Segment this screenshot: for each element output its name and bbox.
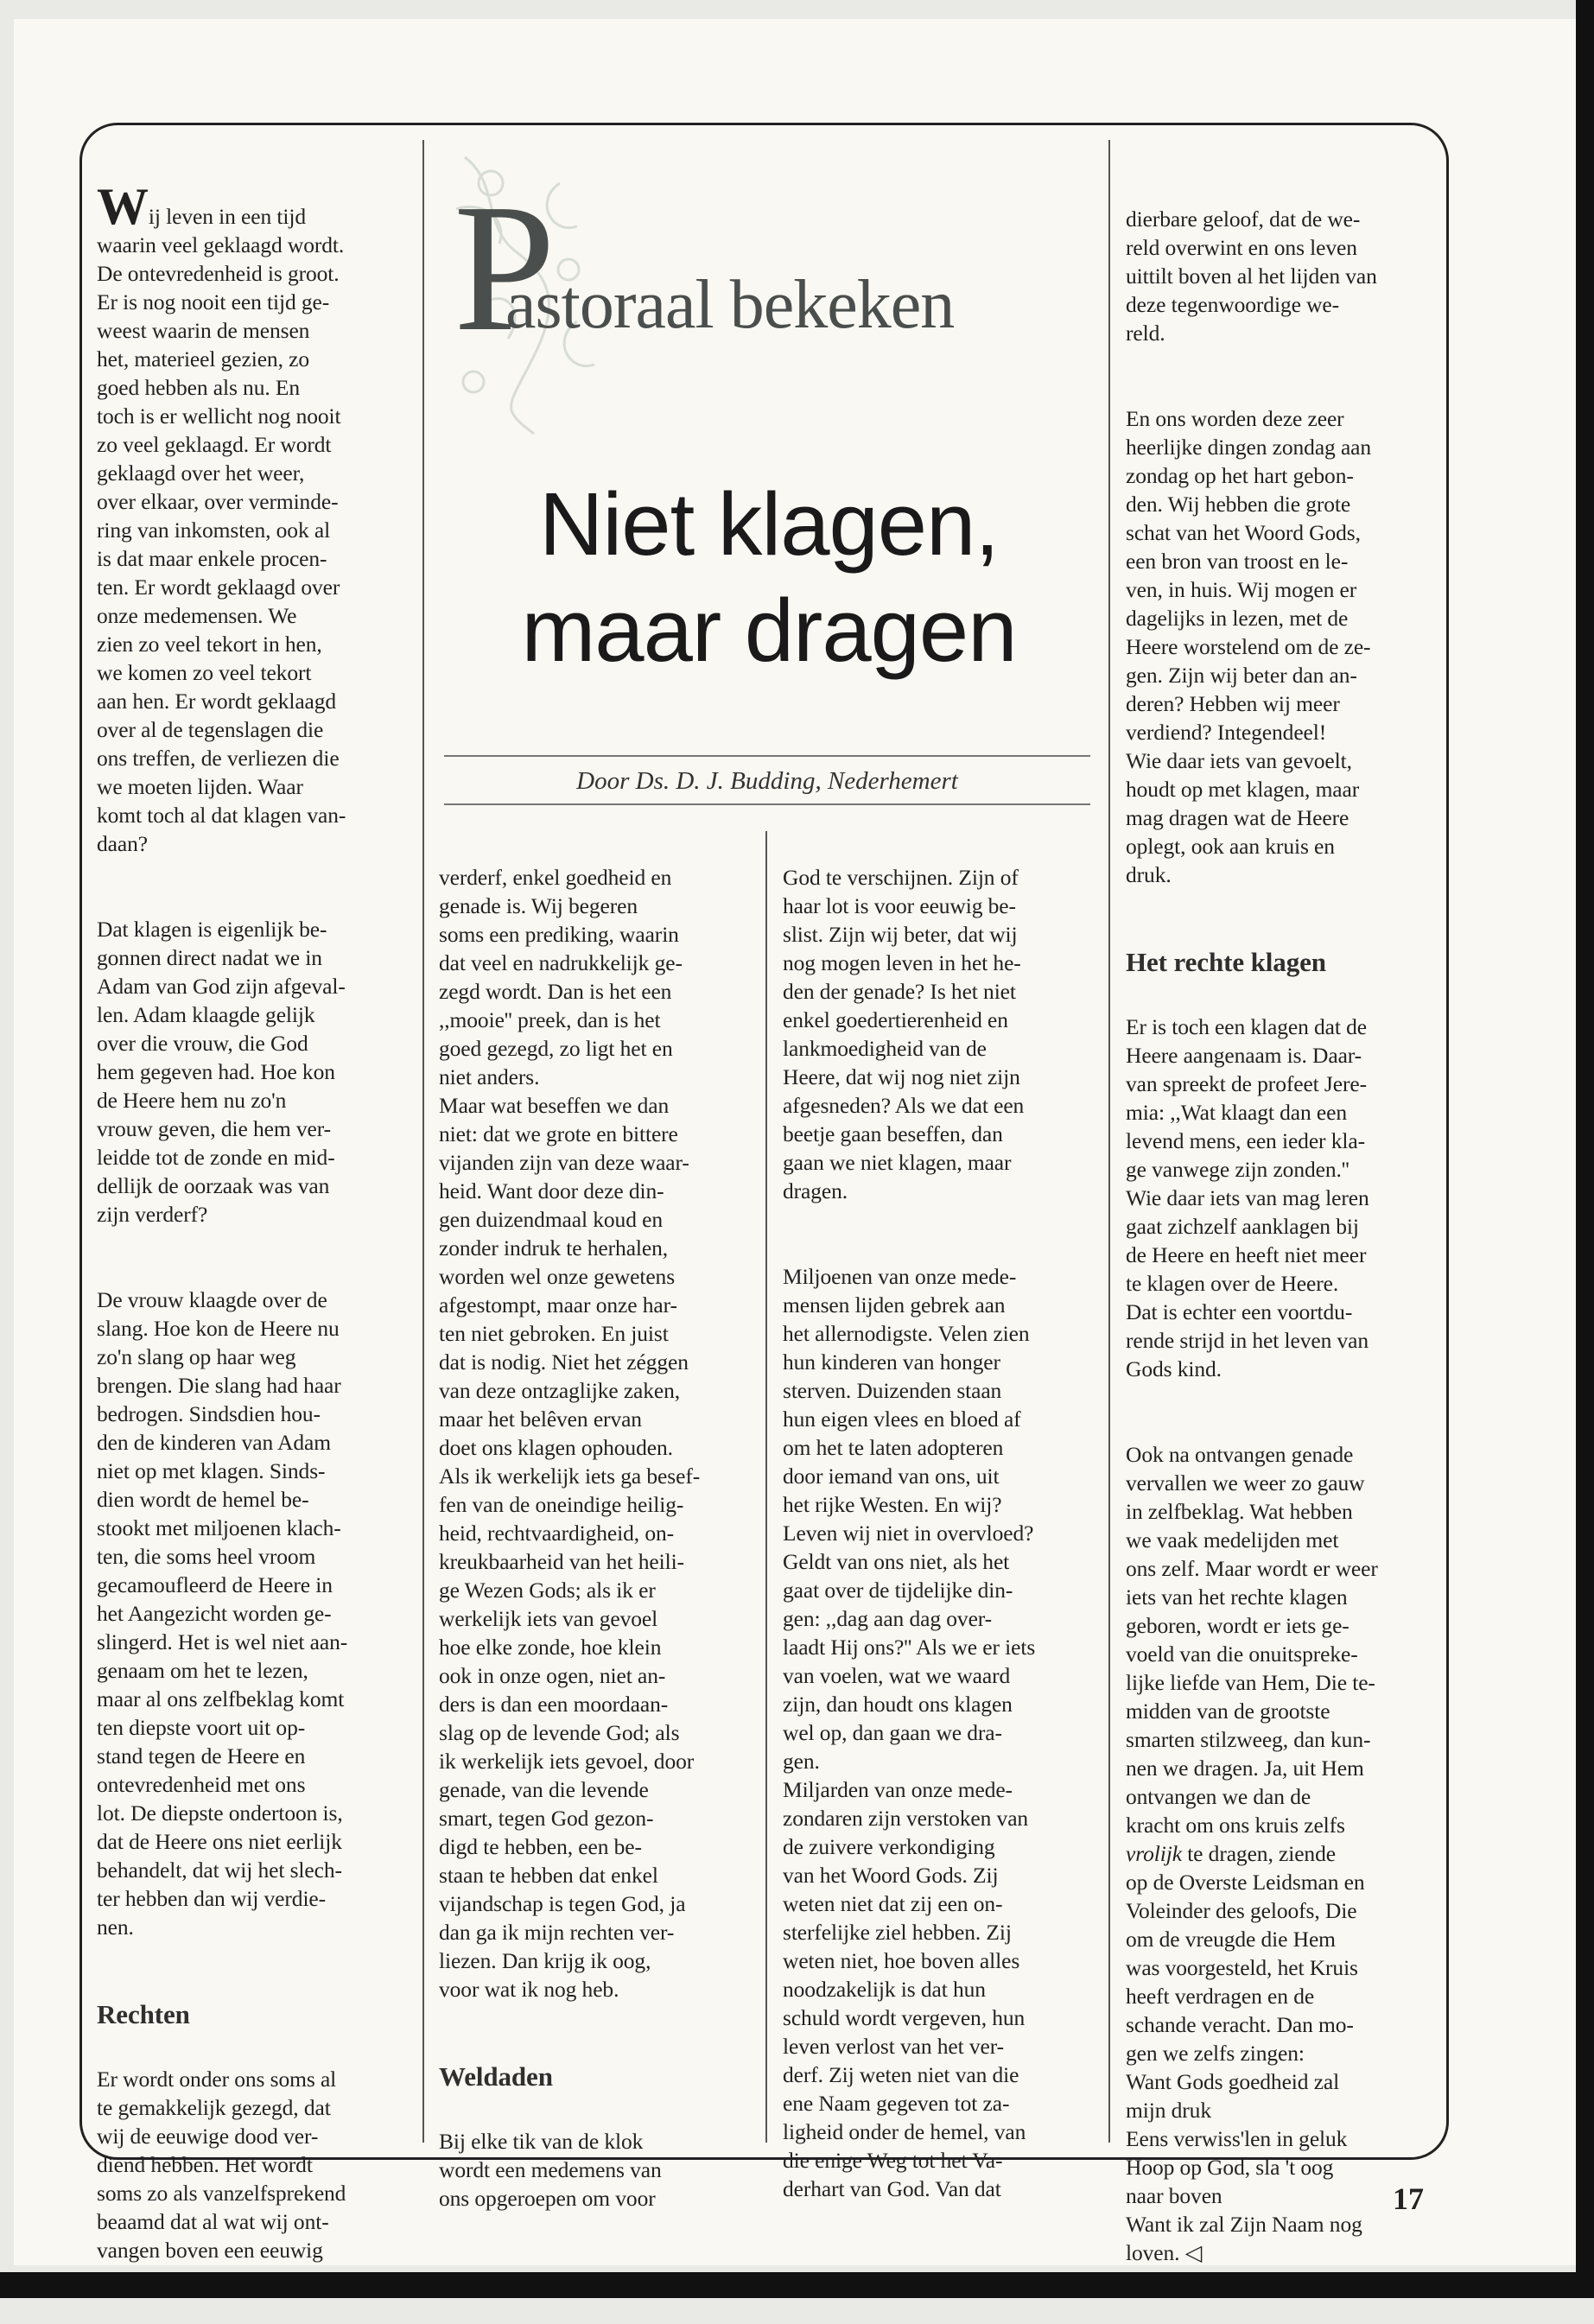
- paragraph-text: te dragen, ziende op de Overste Leidsman en Voleinder des geloofs, Die om de vreugde die Hem was voorgesteld, het Kruis heeft verdragen en de schande veracht. Dan mo- gen we zelfs zingen: Want Gods goedheid zal mijn druk Eens verwiss'len in geluk Hoop op God, sla 't oog naar boven Want ik zal Zijn Naam nog loven. ◁: [1126, 1841, 1365, 2265]
- paragraph: [1126, 1440, 1437, 2267]
- scan-edge: [1576, 0, 1594, 2298]
- section-header-title: astoraal bekeken: [505, 267, 955, 343]
- drop-cap: W: [97, 178, 149, 235]
- column-4: [1126, 176, 1437, 2324]
- paragraph: Er is toch een klagen dat de Heere aangenaam is. Daar- van spreekt de profeet Jere- mia: ,,Wat klaagt dan een levend mens, een ieder kla- ge vanwege zijn zonden.'' Wie daar iets van mag leren gaat zichzelf aanklagen bij de Heere en heeft niet meer te klagen over de Heere. Dat is echter een voortdu- rende strijd in het leven van Gods kind.: [1126, 1014, 1369, 1381]
- paragraph: verderf, enkel goedheid en genade is. Wij begeren soms een prediking, waarin dat veel en nadrukkelijk ge- zegd wordt. Dan is het een ,,mooie'' preek, dan is het goed gezegd, zo ligt het en niet anders. Maar wat beseffen we dan niet: dat we grote en bittere vijanden zijn van deze waar- heid. Want door deze din- gen duizendmaal koud en zonder indruk te herhalen, worden wel onze gewetens afgestompt, maar onze har- ten niet gebroken. En juist dat is nodig. Niet het zéggen van deze ontzaglijke zaken, maar het belêven ervan doet ons klagen ophouden. Als ik werkelijk iets ga besef- fen van de oneindige heilig- heid, rechtvaardigheid, on- kreukbaarheid van het heili- ge Wezen Gods; als ik er werkelijk iets van gevoel hoe elke zonde, hoe klein ook in onze ogen, niet an- ders is dan een moordaan- slag op de levende God; als ik werkelijk iets gevoel, door genade, van die levende smart, tegen God gezon- digd te hebben, een be- staan te hebben dat enkel vijandschap is tegen God, ja dan ga ik mijn rechten ver- liezen. Dan krijg ik oog, voor wat ik nog heb.: [439, 865, 701, 2002]
- column-2: [439, 835, 750, 2270]
- paragraph: Miljoenen van onze mede- mensen lijden gebrek aan het allernodigste. Velen zien hun kinderen van honger sterven. Duizenden staan hun eigen vlees en bloed af om het te laten adopteren door iemand van ons, uit het rijke Westen. En wij? Leven wij niet in overvloed? Geldt van ons niet, als het gaat over de tijdelijke din- gen: ,,dag aan dag over- laadt Hij ons?'' Als we er iets van voelen, wat we waard zijn, dan houdt ons klagen wel op, dan gaan we dra- gen. Miljarden van onze mede- zondaren zijn verstoken van de zuivere verkondiging van het Woord Gods. Zij weten niet dat zij een on- sterfelijke ziel hebben. Zij weten niet, hoe boven alles noodzakelijk is dat hun schuld wordt vergeven, hun leven verlost van het ver- derf. Zij weten niet van die ene Naam gegeven tot za- ligheid onder de hemel, van die enige Weg tot het Va- derhart van God. Van dat: [783, 1264, 1036, 2201]
- paragraph-text: Ook na ontvangen genade vervallen we weer zo gauw in zelfbeklag. Wat hebben we vaak medelijden met ons zelf. Maar wordt er weer iets van het rechte klagen geboren, wordt er iets ge- voeld van die onuitspreke- lijke liefde van Hem, Die te- midden van de grootste smarten stilzweeg, dan kun- nen we dragen. Ja, uit Hem ontvangen we dan de kracht om ons kruis zelfs: [1126, 1442, 1378, 1838]
- paragraph: De vrouw klaagde over de slang. Hoe kon de Heere nu zo'n slang op haar weg brengen. Die slang had haar bedrogen. Sindsdien hou- den de kinderen van Adam niet op met klagen. Sinds- dien wordt de hemel be- stookt met miljoenen klach- ten, die soms heel vroom gecamoufleerd de Heere in het Aangezicht worden ge- slingerd. Het is wel niet aan- genaam om het te lezen, maar al ons zelfbeklag komt ten diepste voort uit op- stand tegen de Heere en ontevredenheid met ons lot. De diepste ondertoon is, dat de Heere ons niet eerlijk behandelt, dat wij het slech- ter hebben dan wij verdie- nen.: [97, 1287, 348, 1940]
- scan-edge: [0, 2272, 1594, 2298]
- column-1: [97, 161, 408, 2321]
- subheading-rechten: Rechten: [97, 1999, 190, 2029]
- italic-word: vrolijk: [1126, 1841, 1182, 1866]
- article-byline: Door Ds. D. J. Budding, Nederhemert: [576, 767, 958, 795]
- paragraph: Bij elke tik van de klok wordt een medemens van ons opgeroepen om voor: [439, 2129, 662, 2211]
- subheading-weldaden: Weldaden: [439, 2061, 553, 2092]
- byline-rule-top: [444, 755, 1090, 757]
- paragraph: Dat klagen is eigenlijk be- gonnen direct nadat we in Adam van God zijn afgeval- len. Adam klaagde gelijk over die vrouw, die God hem gegeven had. Hoe kon de Heere hem nu zo'n vrouw geven, die hem ver- leidde tot de zonde en mid- dellijk de oorzaak was van zijn verderf?: [97, 917, 346, 1227]
- article-headline: Niet klagen, maar dragen: [521, 474, 1017, 680]
- column-3: [783, 835, 1094, 2260]
- section-header-initial: P: [454, 166, 556, 369]
- byline-rule-bottom: [444, 803, 1090, 805]
- paragraph: En ons worden deze zeer heerlijke dingen zondag aan zondag op het hart gebon- den. Wij hebben die grote schat van het Woord Gods, een bron van troost en le- ven, in huis. Wij mogen er dagelijks in lezen, met de Heere worstelend om de ze- gen. Zijn wij beter dan an- deren? Hebben wij meer verdiend? Integendeel! Wie daar iets van gevoelt, houdt op met klagen, maar mag dragen wat de Heere oplegt, ook aan kruis en druk.: [1126, 406, 1372, 887]
- column-rule-2: [1108, 140, 1110, 2143]
- paragraph: [97, 178, 408, 858]
- paragraph-text: ij leven in een tijd waarin veel geklaagd wordt. De ontevredenheid is groot. Er is nog nooit een tijd ge- weest waarin de mensen het, materieel gezien, zo goed hebben als nu. En toch is er wellicht nog nooit zo veel geklaagd. Er wordt geklaagd over het weer, over elkaar, over verminde- ring van inkomsten, ook al is dat maar enkele procen- ten. Er wordt geklaagd over onze medemensen. We zien zo veel tekort in hen, we komen zo veel tekort aan hen. Er wordt geklaagd over al de tegenslagen die ons treffen, de verliezen die we moeten lijden. Waar komt toch al dat klagen van- daan?: [97, 204, 346, 856]
- paragraph: Er wordt onder ons soms al te gemakkelijk gezegd, dat wij de eeuwige dood ver- diend hebben. Het wordt soms zo als vanzelfsprekend beaamd dat al wat wij ont- vangen boven een eeuwig: [97, 2067, 346, 2263]
- column-rule-1: [422, 140, 424, 2143]
- section-header: [445, 166, 1102, 369]
- paragraph: God te verschijnen. Zijn of haar lot is voor eeuwig be- slist. Zijn wij beter, dat wij nog mogen leven in het he- den der genade? Is het niet enkel goedertierenheid en lankmoedigheid van de Heere, dat wij nog niet zijn afgesneden? Als we dat een beetje gaan beseffen, dan gaan we niet klagen, maar dragen.: [783, 865, 1025, 1203]
- subheading-het-rechte-klagen: Het rechte klagen: [1126, 947, 1326, 977]
- column-rule-3: [765, 831, 767, 2143]
- page-number: 17: [1393, 2181, 1424, 2216]
- paragraph: dierbare geloof, dat de we- reld overwint en ons leven uittilt boven al het lijden van deze tegenwoordige we- reld.: [1126, 206, 1377, 346]
